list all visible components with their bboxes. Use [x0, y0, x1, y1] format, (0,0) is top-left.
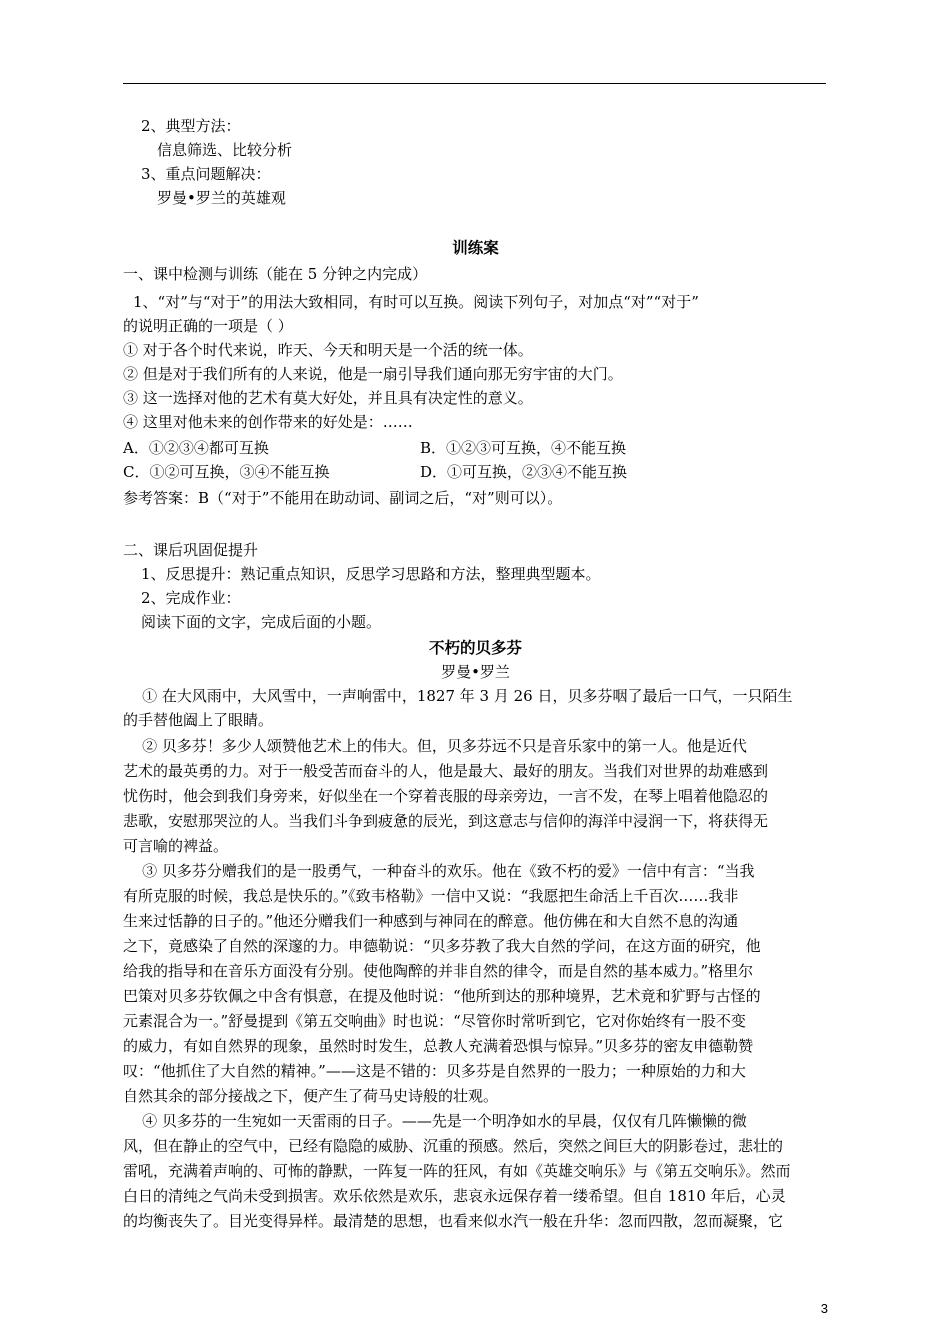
- article-line: 之下，竟感染了自然的深邃的力。申德勒说：“贝多芬教了我大自然的学问，在这方面的研究，他: [123, 937, 761, 955]
- article-line: 忧伤时，他会到我们身旁来，好似坐在一个穿着丧服的母亲旁边，一言不发，在琴上唱着他隐忍的: [123, 787, 769, 805]
- page-number: 3: [820, 1301, 828, 1316]
- article-line: 巴策对贝多芬钦佩之中含有惧意，在提及他时说：“他所到达的那种境界，艺术竟和犷野与古怪的: [123, 987, 761, 1005]
- article-line: 白日的清纯之气尚未受到损害。欢乐依然是欢乐，悲哀永远保存着一缕希望。但自 1810 年后，心灵: [123, 1187, 786, 1205]
- key-text: 罗曼•罗兰的英雄观: [157, 189, 286, 207]
- option-row-1: [123, 436, 828, 460]
- article-line: 的威力，有如自然界的现象，虽然时时发生，总教人充满着恐惧与惊异。”贝多芬的密友申德勒赞: [123, 1037, 754, 1055]
- section1-title: 一、课中检测与训练（能在 5 分钟之内完成）: [123, 265, 428, 283]
- q1-line1: 1、“对”与“对于”的用法大致相同，有时可以互换。阅读下列句子，对加点“对”“对于”: [133, 293, 699, 311]
- q1-line2: 的说明正确的一项是（ ）: [123, 317, 293, 335]
- header-rule: [123, 83, 826, 84]
- article-line: ② 贝多芬！多少人颂赞他艺术上的伟大。但，贝多芬远不只是音乐家中的第一人。他是近代: [123, 737, 747, 755]
- answer-text: 参考答案：B（“对于”不能用在助动词、副词之后，“对”则可以）。: [123, 489, 563, 507]
- sentence-1: ① 对于各个时代来说，昨天、今天和明天是一个活的统一体。: [123, 341, 533, 359]
- article-line: 元素混合为一。”舒曼提到《第五交响曲》时也说：“尽管你时常听到它，它对你始终有一股不变: [123, 1012, 746, 1030]
- option-c: C．①②可互换，③④不能互换: [123, 463, 330, 481]
- article-line: ③ 贝多芬分赠我们的是一股勇气，一种奋斗的欢乐。他在《致不朽的爱》一信中有言：“当我: [123, 862, 755, 880]
- sentence-4: ④ 这里对他未来的创作带来的好处是：……: [123, 413, 413, 431]
- option-row-2: [123, 460, 828, 484]
- section2-title: 二、课后巩固促提升: [123, 541, 259, 559]
- reflect-text: 1、反思提升：熟记重点知识，反思学习思路和方法，整理典型题本。: [141, 565, 601, 583]
- article-line: ④ 贝多芬的一生宛如一天雷雨的日子。——先是一个明净如水的早晨，仅仅有几阵懒懒的微: [123, 1112, 747, 1130]
- sentence-2: ② 但是对于我们所有的人来说，他是一扇引导我们通向那无穷宇宙的大门。: [123, 365, 623, 383]
- homework-title: 2、完成作业：: [141, 589, 241, 607]
- article-line: ① 在大风雨中，大风雪中，一声响雷中，1827 年 3 月 26 日，贝多芬咽了最后一口气，一只陌生: [123, 687, 793, 705]
- key-title: 3、重点问题解决：: [141, 165, 271, 183]
- option-b: B．①②③可互换，④不能互换: [420, 439, 627, 457]
- training-title: 训练案: [452, 238, 499, 257]
- method-text: 信息筛选、比较分析: [157, 141, 293, 159]
- option-a: A．①②③④都可互换: [123, 439, 269, 457]
- article-line: 生来过恬静的日子的。”他还分赠我们一种感到与神同在的醉意。他仿佛在和大自然不息的沟通: [123, 912, 739, 930]
- article-line: 自然其余的部分接战之下，便产生了荷马史诗般的壮观。: [123, 1087, 499, 1105]
- article-line: 的手替他阖上了眼睛。: [123, 711, 274, 729]
- article-line: 悲歌，安慰那哭泣的人。当我们斗争到疲惫的辰光，到这意志与信仰的海洋中浸润一下，将获得无: [123, 812, 769, 830]
- article-line: 的均衡丧失了。目光变得异样。最清楚的思想，也看来似水汽一般在升华：忽而四散，忽而凝聚，它: [123, 1212, 784, 1230]
- article-line: 有所克服的时候，我总是快乐的。”《致韦格勒》一信中又说：“我愿把生命活上千百次……我非: [123, 887, 739, 905]
- option-d: D．①可互换，②③④不能互换: [420, 463, 628, 481]
- method-title: 2、典型方法：: [141, 117, 241, 135]
- article-author: 罗曼•罗兰: [441, 663, 510, 681]
- article-line: 给我的指导和在音乐方面没有分别。使他陶醉的并非自然的律令，而是自然的基本威力。”格里尔: [123, 962, 754, 980]
- homework-text: 阅读下面的文字，完成后面的小题。: [141, 613, 382, 631]
- article-title: 不朽的贝多芬: [428, 638, 522, 657]
- article-line: 可言喻的裨益。: [123, 837, 229, 855]
- article-line: 雷吼，充满着声响的、可怖的静默，一阵复一阵的狂风，有如《英雄交响乐》与《第五交响乐》。然而: [123, 1162, 791, 1180]
- article-line: 叹：“他抓住了大自然的精神。”——这是不错的：贝多芬是自然界的一股力；一种原始的力和大: [123, 1062, 746, 1080]
- sentence-3: ③ 这一选择对他的艺术有莫大好处，并且具有决定性的意义。: [123, 389, 533, 407]
- article-line: 艺术的最英勇的力。对于一般受苦而奋斗的人，他是最大、最好的朋友。当我们对世界的劫难感到: [123, 762, 769, 780]
- article-line: 风，但在静止的空气中，已经有隐隐的威胁、沉重的预感。然后，突然之间巨大的阴影卷过，悲壮的: [123, 1137, 784, 1155]
